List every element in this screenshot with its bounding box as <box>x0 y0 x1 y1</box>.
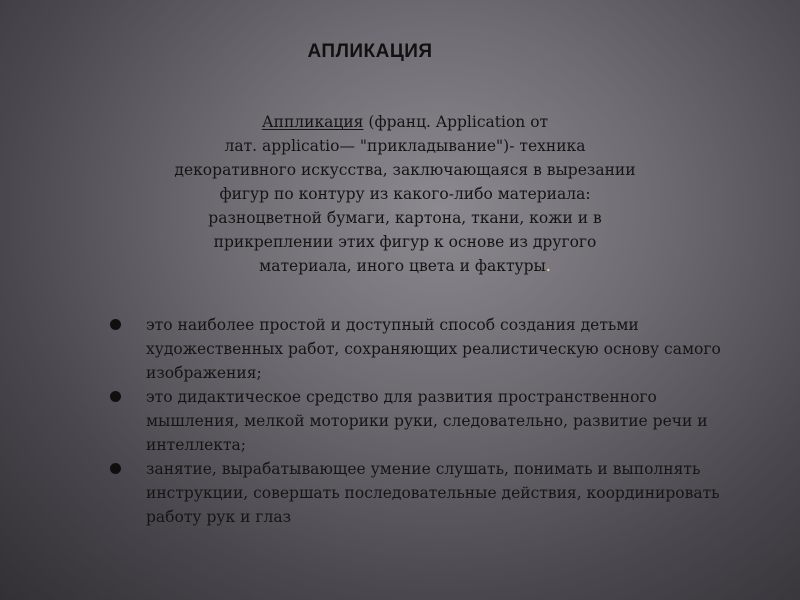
definition-end-mark: . <box>545 257 551 275</box>
definition-line-1 <box>120 110 690 134</box>
definition-term: Аппликация <box>261 113 364 131</box>
bullet-line: это дидактическое средство для развития пространственного <box>146 388 657 406</box>
bullet-dot-icon <box>110 463 121 474</box>
bullet-line: мышления, мелкой моторики руки, следовательно, развитие речи и <box>146 412 708 430</box>
definition-line-3: декоративного искусства, заключающаяся в вырезании <box>174 161 636 179</box>
definition-line-1-rest: (франц. Application от <box>363 113 549 131</box>
definition-line-7 <box>120 254 690 278</box>
definition-line-4: фигур по контуру из какого-либо материала: <box>219 185 591 203</box>
bullet-line: занятие, вырабатывающее умение слушать, понимать и выполнять <box>146 460 701 478</box>
bullet-item <box>110 385 750 457</box>
bullet-item <box>110 313 750 385</box>
bullet-line: это наиболее простой и доступный способ создания детьми <box>146 316 639 334</box>
definition-line-5: разноцветной бумаги, картона, ткани, кожи и в <box>208 209 602 227</box>
bullet-item <box>110 457 750 529</box>
bullet-list <box>110 313 750 529</box>
slide-title: АПЛИКАЦИЯ <box>307 41 433 62</box>
bullet-line: художественных работ, сохраняющих реалистическую основу самого <box>146 340 721 358</box>
definition-line-2: лат. applicatio— "прикладывание")- техника <box>224 137 586 155</box>
definition-line-6: прикреплении этих фигур к основе из другого <box>213 233 597 251</box>
bullet-line: инструкции, совершать последовательные действия, координировать <box>146 484 720 502</box>
definition-line-7-text: материала, иного цвета и фактуры <box>259 257 546 275</box>
bullet-line: изображения; <box>146 364 262 382</box>
bullet-dot-icon <box>110 319 121 330</box>
bullet-dot-icon <box>110 391 121 402</box>
bullet-line: работу рук и глаз <box>146 508 292 526</box>
bullet-line: интеллекта; <box>146 436 247 454</box>
definition-paragraph <box>120 110 690 278</box>
